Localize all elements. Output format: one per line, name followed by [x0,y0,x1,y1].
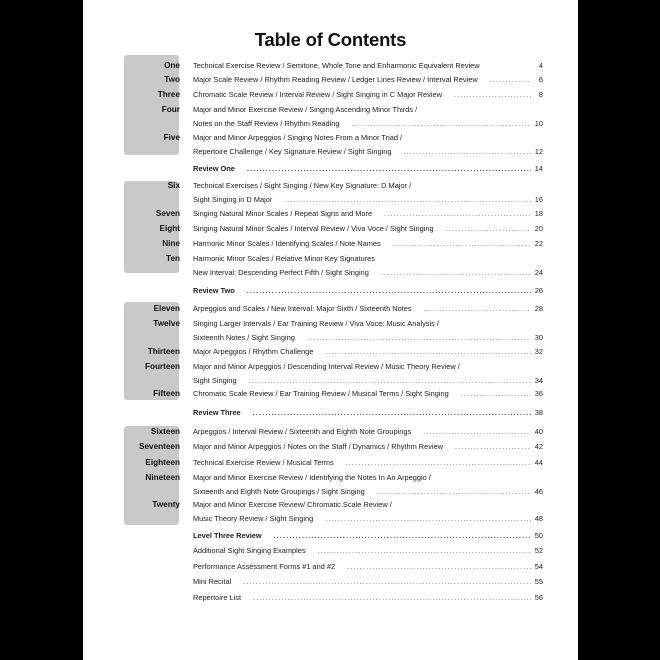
leader-dots [424,306,531,313]
page-number: 55 [534,577,543,586]
page-title: Table of Contents [254,29,407,50]
page-number: 44 [534,458,543,467]
page-number: 8 [538,90,543,99]
unit-label: Four [161,105,180,114]
page-number: 24 [534,267,543,277]
page-number: 40 [534,427,543,436]
entry-title: Major and Minor Arpeggios / Notes on the Staff / Dynamics / Rhythm Review [193,442,444,451]
page-number: 34 [534,375,543,385]
unit-label: Fourteen [144,362,180,371]
entry-title: Sixteenth Notes / Sight Singing [193,332,295,342]
entry-title: Major and Minor Exercise Review / Singing Ascending Minor Thirds / [193,105,418,114]
entry-title: Major and Minor Arpeggios / Descending Interval Review / Music Theory Review / [193,362,460,371]
leader-dots [253,595,531,602]
leader-dots [243,579,531,586]
entry-title: Level Three Review [193,531,262,540]
leader-dots [423,429,531,436]
entry-title: Performance Assessment Forms #1 and #2 [193,562,336,571]
entry-title: New Interval: Descending Perfect Fifth / Sight Singing [193,267,369,277]
unit-label: Fifteen [153,389,180,398]
leader-dots [325,516,531,523]
entry-title: Arpeggios / Interval Review / Sixteenth and Eighth Note Groupings [193,427,412,436]
unit-label: Ten [166,254,180,263]
unit-label: Nineteen [145,473,180,482]
unit-label: Seventeen [139,442,180,451]
unit-label: Five [163,133,180,142]
leader-dots [393,241,531,248]
unit-label: Two [164,75,180,84]
leader-dots [325,349,531,356]
toc-page [83,0,578,660]
unit-label: Sixteen [150,427,180,436]
unit-label: Six [167,181,180,190]
entry-title: Mini Recital [193,577,232,586]
page-number: 20 [534,224,543,233]
entry-title: Harmonic Minor Scales / Relative Minor Key Signatures [193,254,375,263]
leader-dots [307,335,531,342]
page-number: 14 [534,164,543,173]
entry-title: Sight Singing in D Major [193,194,273,204]
leader-dots [247,166,531,173]
page-number: 54 [534,562,543,571]
entry-title: Major and Minor Arpeggios / Singing Notes From a Minor Triad / [193,133,403,142]
leader-dots [403,149,531,156]
leader-dots [249,378,531,385]
entry-title: Repertoire Challenge / Key Signature Review / Sight Singing [193,146,392,156]
page-number: 36 [534,389,543,398]
unit-label: Seven [155,209,180,218]
page-number: 12 [534,146,543,156]
page-number: 46 [534,486,543,496]
unit-label: Eleven [153,304,180,313]
page-number: 26 [534,286,543,295]
entry-title: Chromatic Scale Review / Interval Review / Sight Singing in C Major Review [193,90,442,99]
unit-label: Thirteen [147,347,180,356]
page-number: 30 [534,332,543,342]
entry-title: Chromatic Scale Review / Ear Training Review / Musical Terms / Sight Singing [193,389,449,398]
leader-dots [461,391,531,398]
entry-title: Technical Exercises / Sight Singing / New Key Signature: D Major / [193,181,412,190]
entry-title: Repertoire List [193,593,242,602]
entry-title: Major and Minor Exercise Review / Identifying the Notes In An Arpeggio / [193,473,431,482]
page-number: 52 [534,546,543,555]
unit-label: One [164,61,180,70]
entry-title: Singing Larger Intervals / Ear Training Review / Viva Voce: Music Analysis / [193,319,439,328]
entry-title: Music Theory Review / Sight Singing [193,513,314,523]
page-number: 4 [538,61,543,70]
leader-dots [247,288,531,295]
page-number: 42 [534,442,543,451]
unit-label: Three [157,90,180,99]
entry-title: Review Two [193,286,235,295]
leader-dots [253,410,531,417]
entry-title: Major and Minor Exercise Review/ Chromatic Scale Review / [193,500,392,509]
entry-title: Major Arpeggios / Rhythm Challenge [193,347,314,356]
leader-dots [446,226,531,233]
entry-title: Major Scale Review / Rhythm Reading Review / Ledger Lines Review / Interval Review [193,75,478,84]
entry-title: Technical Exercise Review / Musical Terms [193,458,334,467]
entry-title: Singing Natural Minor Scales / Interval Review / Viva Voce / Sight Singing [193,224,434,233]
unit-label: Eight [159,224,180,233]
entry-title: Review Three [193,408,241,417]
entry-title: Arpeggios and Scales / New Interval: Major Sixth / Sixteenth Notes [193,304,412,313]
page-number: 56 [534,593,543,602]
entry-title: Additional Sight Singing Examples [193,546,306,555]
leader-dots [352,121,531,128]
page-number: 48 [534,513,543,523]
entry-title: Technical Exercise Review / Semitone, Whole Tone and Enharmonic Equivalent Review [193,61,480,70]
entry-title: Notes on the Staff Review / Rhythm Reading [193,118,340,128]
unit-label: Eighteen [145,458,180,467]
entry-title: Harmonic Minor Scales / Identifying Scales / Note Names [193,239,381,248]
leader-dots [346,460,531,467]
page-number: 22 [534,239,543,248]
leader-dots [318,548,531,555]
page-number: 32 [534,347,543,356]
page-number: 18 [534,209,543,218]
unit-label: Twenty [152,500,180,509]
page-number: 10 [534,118,543,128]
page-number: 28 [534,304,543,313]
entry-title: Singing Natural Minor Scales / Repeat Signs and More [193,209,373,218]
entry-title: Sixteenth and Eighth Note Groupings / Sight Singing [193,486,365,496]
leader-dots [381,270,531,277]
page-number: 16 [534,194,543,204]
leader-dots [284,197,531,204]
leader-dots [347,564,531,571]
leader-dots [455,444,531,451]
entry-title: Sight Singing [193,375,237,385]
leader-dots [377,489,531,496]
unit-label: Nine [162,239,180,248]
page-number: 38 [534,408,543,417]
leader-dots [384,211,531,218]
entry-title: Review One [193,164,235,173]
leader-dots [274,533,531,540]
unit-label: Twelve [153,319,180,328]
page-number: 6 [538,75,543,84]
leader-dots [454,92,531,99]
page-number: 50 [534,531,543,540]
